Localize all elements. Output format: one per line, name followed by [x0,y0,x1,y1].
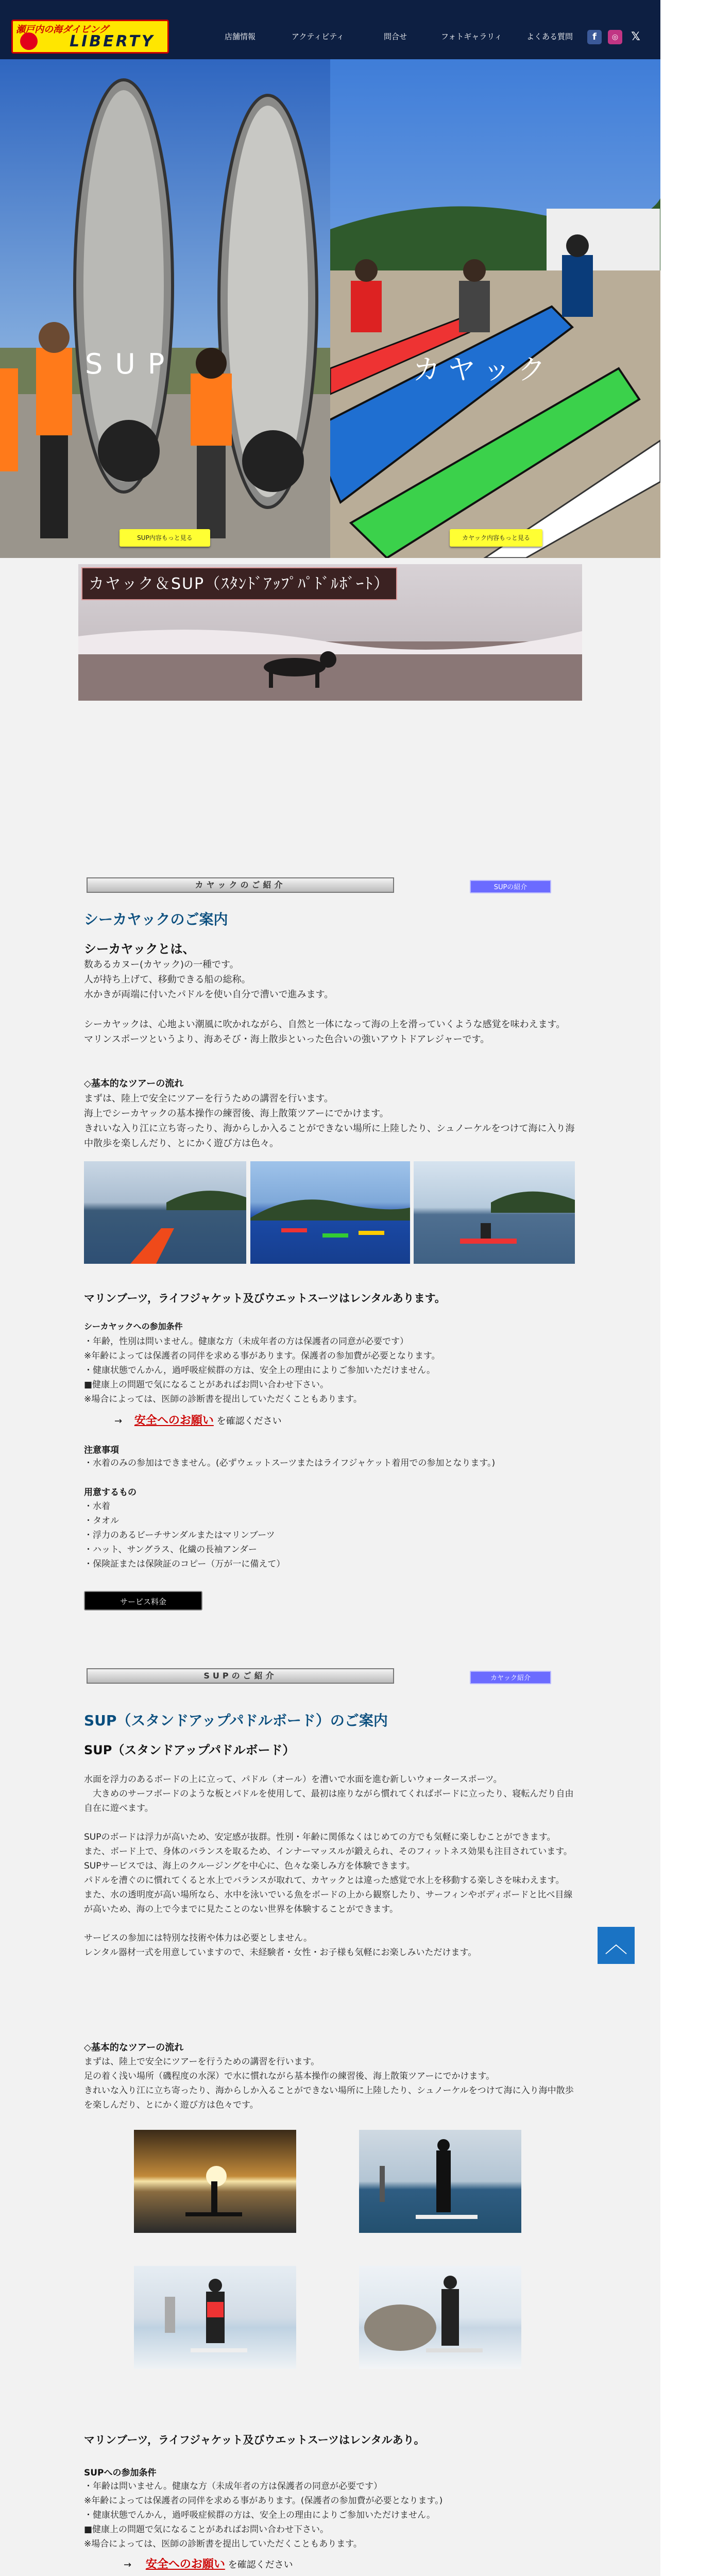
sup-flow-heading: ◇基本的なツアーの流れ [84,2042,184,2053]
kayak-photo-2 [250,1161,410,1264]
goto-sup-button[interactable]: SUPの紹介 [470,880,551,893]
kayak-condition-line: ・健康状態でんかん，過呼吸症候群の方は、安全上の理由によりご参加いただけません。 [84,1365,436,1376]
sup-section-bar: SUPのご紹介 [87,1668,394,1684]
kayak-section-bar: カヤックのご紹介 [87,877,394,893]
sup-intro-line: SUPサービスでは、海上のクルージングを中心に、色々な楽しみ方を体験できます。 [84,1861,415,1871]
arrow-right-icon: → [124,2560,132,2570]
sup-rental-note: マリンブーツ，ライフジャケット及びウエットスーツはレンタルあり。 [84,2434,425,2446]
sup-flow-line: 足の着く浅い場所（磯程度の水深）で水に慣れながら基本操作の練習後、海上散策ツアーにでかけます。 [84,2071,495,2081]
kayak-item: ・保険証または保険証のコピー（万が一に備えて） [84,1559,285,1569]
kayak-photo-2-art [250,1161,410,1264]
sup-flow-line: きれいな入り江に立ち寄ったり、海からしか入ることができない場所に上陸したり、シュノーケルをつけて海に入り海中散歩を楽しんだり、とにかく遊び方は色々です。 [84,2086,574,2110]
kayak-items-heading: 用意するもの [84,1487,137,1498]
kayak-safety-suffix: を確認ください [216,1416,282,1427]
sup-condition-line: ・年齢は問いません。健康な方（未成年者の方は保護者の同意が必要です） [84,2481,383,2492]
kayak-item: ・浮力のあるビーチサンダルまたはマリンブーツ [84,1530,275,1540]
sup-photo-1 [134,2130,296,2233]
kayak-condition-line: ・年齢，性別は問いません。健康な方（未成年者の方は保護者の同意が必要です） [84,1336,409,1347]
kayak-flow-line: きれいな入り江に立ち寄ったり、海からしか入ることができない場所に上陸したり、シュノーケルをつけて海に入り海中散歩を楽しんだり、とにかく遊び方は色々。 [84,1123,575,1149]
sup-photo-3 [134,2266,296,2369]
kayak-condition-line: ※場合によっては、医師の診断書を提出していただくこともあります。 [84,1394,362,1404]
kayak-flow-line: 海上でシーカヤックの基本操作の練習後、海上散策ツアーにでかけます。 [84,1108,389,1119]
sup-photo-2 [359,2130,521,2233]
kayak-intro-line [84,1002,578,1017]
sup-conditions [84,2479,578,2551]
kayak-flow-heading: ◇基本的なツアーの流れ [84,1078,184,1089]
sup-intro-line: 水面を浮力のあるボードの上に立って、パドル（オール）を漕いで水面を進む新しいウォータースポーツ。 [84,1774,502,1785]
kayak-intro-line: 水かきが両端に付いたパドルを使い自分で漕いで進みます。 [84,989,334,1000]
nav-item-contact[interactable]: 問合せ [384,32,407,41]
kayak-flow [84,1091,578,1151]
hero-sup-image [0,59,330,558]
sup-intro-line: パドルを漕ぐのに慣れてくると水上でバランスが取れて、カヤックとは違った感覚で水上を移動する楽しさを味わえます。 [84,1875,565,1886]
kayak-intro-line: マリンスポーツというより、海あそび・海上散歩といった色合いの強いアウトドアレジャーです。 [84,1034,490,1045]
hero-sup-title: SUP [85,348,177,380]
sup-safety-suffix: を確認ください [228,2560,293,2570]
hero-kayak-image [330,59,660,558]
kayak-item: ・ハット、サングラス、化繊の長袖アンダー [84,1545,257,1555]
sup-flow-line: まずは、陸上で安全にツアーを行うための講習を行います。 [84,2057,320,2067]
kayak-notes: ・水着のみの参加はできません。(必ずウェットスーツまたはライフジャケット着用での参加となります。) [84,1458,496,1468]
right-gutter [660,0,715,2576]
kayak-notes-heading: 注意事項 [84,1445,119,1455]
sup-photo-2-art [359,2130,521,2233]
sup-condition-line: ■健康上の問題で気になることがあればお問い合わせ下さい。 [84,2524,329,2535]
kayak-intro [84,957,578,1047]
kayak-price-button[interactable]: サービス料金 [84,1591,202,1611]
kayak-heading: シーカヤックのご案内 [84,911,228,928]
sup-safety-link[interactable]: 安全へのお願い [145,2558,225,2571]
sup-intro-line [84,1816,578,1830]
hero-kayak-title: カヤック [413,353,553,386]
kayak-condition-line: ■健康上の問題で気になることがあればお問い合わせ下さい。 [84,1380,329,1390]
sup-intro-line: サービスの参加には特別な技術や体力は必要としません。 [84,1933,313,1943]
kayak-flow-line: まずは、陸上で安全にツアーを行うための講習を行います。 [84,1093,334,1104]
kayak-rental-note: マリンブーツ，ライフジャケット及びウエットスーツはレンタルあります。 [84,1292,446,1304]
kayak-what-is: シーカヤックとは、 [84,942,195,956]
kayak-photo-1-art [84,1161,246,1264]
sup-photo-4 [359,2266,521,2369]
sup-photo-3-art [134,2266,296,2369]
arrow-right-icon: → [114,1416,123,1427]
sup-conditions-heading: SUPへの参加条件 [84,2468,157,2478]
kayak-item: ・水着 [84,1501,110,1512]
facebook-icon[interactable]: f [587,30,602,44]
instagram-icon[interactable]: ◎ [608,30,622,44]
sup-condition-line: ※場合によっては、医師の診断書を提出していただくこともあります。 [84,2539,362,2549]
kayak-intro-line: 数あるカヌー(カヤック)の一種です。 [84,959,239,970]
sup-intro-line: また、水の透明度が高い場所なら、水中を泳いでいる魚をボードの上から観察したり、サーフィンやボディボードと比べ目線が高いため、海の上で今までに見たことのない世界を体験することができます。 [84,1890,573,1914]
sup-intro-line: SUPのボードは浮力が高いため、安定感が抜群。性別・年齢に関係なくはじめての方でも気軽に楽しむことができます。 [84,1832,556,1842]
kayak-safety-row [114,1412,282,1428]
kayak-conditions-heading: シーカヤックへの参加条件 [84,1321,183,1331]
logo-tagline: 瀬戸内の海ダイビング [16,24,109,35]
sup-heading: SUP（スタンドアップパドルボード）のご案内 [84,1712,388,1729]
kayak-more-button[interactable]: カヤック内容もっと見る [450,529,542,547]
sup-intro [84,1772,578,1960]
sup-photo [0,59,330,558]
goto-kayak-button[interactable]: カヤック紹介 [470,1671,551,1684]
kayak-safety-link[interactable]: 安全へのお願い [134,1414,214,1427]
scroll-to-top-button[interactable]: ︿ [598,1927,635,1964]
nav-item-faq[interactable]: よくある質問 [526,32,573,41]
kayak-item: ・タオル [84,1516,119,1526]
sup-intro-line: 大きめのサーフボードのような板とパドルを使用して、最初は座りながら慣れてくればボードに立ったり、寝転んだり自由自在に遊べます。 [84,1789,574,1814]
sup-safety-row [124,2555,293,2571]
banner-image [78,564,582,701]
nav-item-activity[interactable]: アクティビティ [292,32,345,41]
sup-condition-line: ※年齢によっては保護者の同伴を求める事があります。(保護者の参加費が必要となります。) [84,2496,443,2506]
x-icon[interactable]: 𝕏 [631,30,640,43]
sup-photo-4-art [359,2266,521,2369]
logo-name: LIBERTY [70,32,155,50]
sup-more-button[interactable]: SUP内容もっと見る [120,529,210,547]
kayak-intro-line: シーカヤックは、心地よい潮風に吹かれながら、自然と一体になって海の上を滑っていくような感覚を味わえます。 [84,1019,566,1030]
kayak-photo-3 [414,1161,575,1264]
kayak-photo [330,59,660,558]
sup-flow [84,2055,578,2112]
kayak-photo-3-art [414,1161,575,1264]
sup-intro-line [84,1917,578,1931]
nav-item-gallery[interactable]: フォトギャラリィ [441,32,502,41]
nav-item-shop[interactable]: 店舗情報 [225,32,256,41]
kayak-conditions [84,1334,578,1406]
kayak-intro-line: 人が持ち上げて、移動できる船の総称。 [84,974,251,985]
kayak-photo-1 [84,1161,246,1264]
banner-title: カヤック＆SUP（ｽﾀﾝﾄﾞｱｯﾌﾟﾊﾟﾄﾞﾙﾎﾞｰﾄ） [81,567,397,600]
sup-intro-line: また、ボード上で、身体のバランスを取るため、インナーマッスルが鍛えられ、そのフィットネス効果も注目されています。 [84,1846,572,1857]
sup-intro-line: レンタル器材一式を用意していますので、未経験者・女性・お子様も気軽にお楽しみいただけます。 [84,1947,477,1958]
sup-photo-1-art [134,2130,296,2233]
site-header [0,0,660,59]
site-logo[interactable] [11,20,169,54]
sup-condition-line: ・健康状態でんかん，過呼吸症候群の方は、安全上の理由によりご参加いただけません。 [84,2510,436,2520]
sup-subheading: SUP（スタンドアップパドルボード） [84,1743,295,1757]
kayak-condition-line: ※年齢によっては保護者の同伴を求める事があります。保護者の参加費が必要となります。 [84,1351,440,1361]
kayak-items [84,1499,578,1571]
